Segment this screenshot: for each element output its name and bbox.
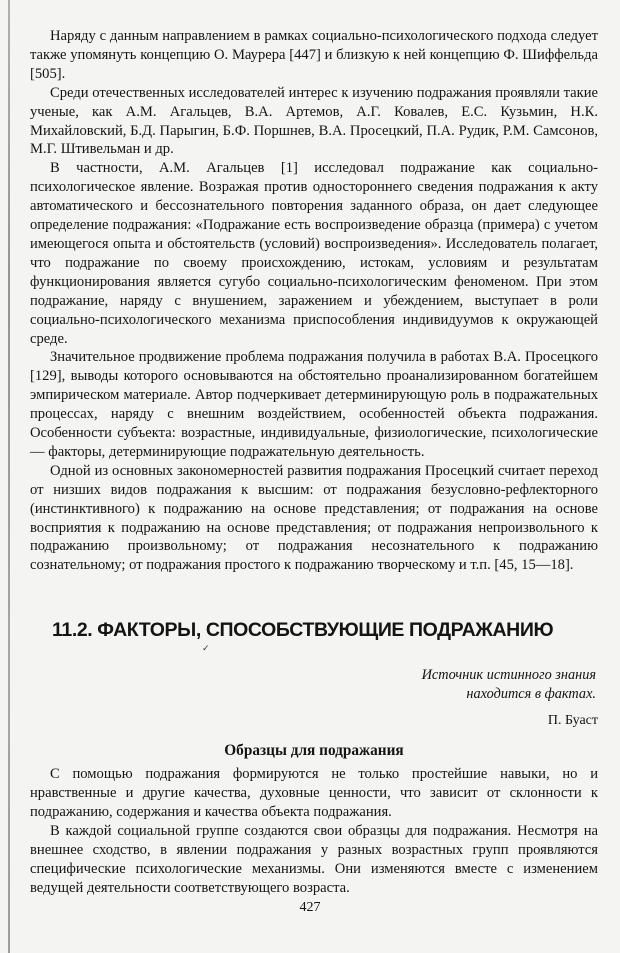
section-heading: 11.2. ФАКТОРЫ, СПОСОБСТВУЮЩИЕ ПОДРАЖАНИЮ [52,619,554,642]
epigraph-line-1: Источник истинного знания [421,667,596,684]
page-body [30,27,598,898]
scan-edge-line [8,0,10,953]
subheading: Образцы для подражания [224,742,404,760]
paragraph-researchers: Среди отечественных исследователей интерес к изучению подражания проявляли такие ученые, как А.М. Агальцев, В.А. Артемов, А.Г. Ковалев, Е.С. Кузьмин, Н.К. Михайловский, Б.Д. Парыгин, Б.Ф. Поршнев, В.А. Просецкий, П.А. Рудик, Р.М. Самсонов, М.Г. Штивельман и др. [30,84,598,158]
scan-speck: ✓ [202,643,210,653]
epigraph-author: П. Буаст [547,713,598,729]
epigraph-line-2: находится в фактах. [466,686,596,703]
paragraph-social-group: В каждой социальной группе создаются свои образцы для подражания. Несмотря на внешнее сходство, в явлении подражания у разных возрастных групп проявляются специфические психологические механизмы. Они изменяются вместе с изменением ведущей деятельности соответствующего возраста. [30,823,598,896]
paragraph-formation: С помощью подражания формируются не только простейшие навыки, но и нравственные и другие качества, духовные ценности, что зависит от склонности к подражанию, содержания и качества объекта подражания. [30,766,598,821]
paragraph-proseckiy: Значительное продвижение проблема подражания получила в работах В.А. Просецкого [129], выводы которого основываются на обстоятельно проанализированном богатейшем эмпирическом материале. Автор подчеркивает детерминирующую роль в подражательных процессах, наряду с внешним воздействием, особенностей объекта подражания. Особенности субъекта: возрастные, индивидуальные, физиологические, психологические — факторы, детерминирующие подражательную деятельность. [30,349,598,460]
paragraph-agaltsev: В частности, А.М. Агальцев [1] исследовал подражание как социально-психологическое явление. Возражая против одностороннего сведения подражания к акту автоматического и бессознательного повторения заданного образа, он дает следующее определение подражания: «Подражание есть воспроизведение образца (примера) с учетом имеющегося опыта и обстоятельств (условий) воспроизведения». Исследователь полагает, что подражание по своему происхождению, истокам, условиям и результатам функционирования является сугубо социально-психологическим феноменом. При этом подражание, наряду с внушением, заражением и убеждением, выступает в роли социально-психологического механизма приспособления индивидуумов к окружающей среде. [30,160,598,347]
paragraph-maurer: Наряду с данным направлением в рамках социально-психологического подхода следует также упомянуть концепцию О. Маурера [447] и близкую к ней концепцию Ф. Шиффельда [505]. [30,28,598,82]
page-number: 427 [299,900,321,915]
epigraph [30,666,596,704]
paragraph-laws: Одной из основных закономерностей развития подражания Просецкий считает переход от низших видов подражания к высшим: от подражания безусловно-рефлекторного (инстинктивного) к подражанию на основе представления; от подражания на основе восприятия к подражанию на основе представления; от подражания непроизвольного к подражанию произвольному; от подражания несознательного к подражанию сознательному; от подражания простого к подражанию творческому и т.п. [45, 15—18]. [30,462,598,574]
